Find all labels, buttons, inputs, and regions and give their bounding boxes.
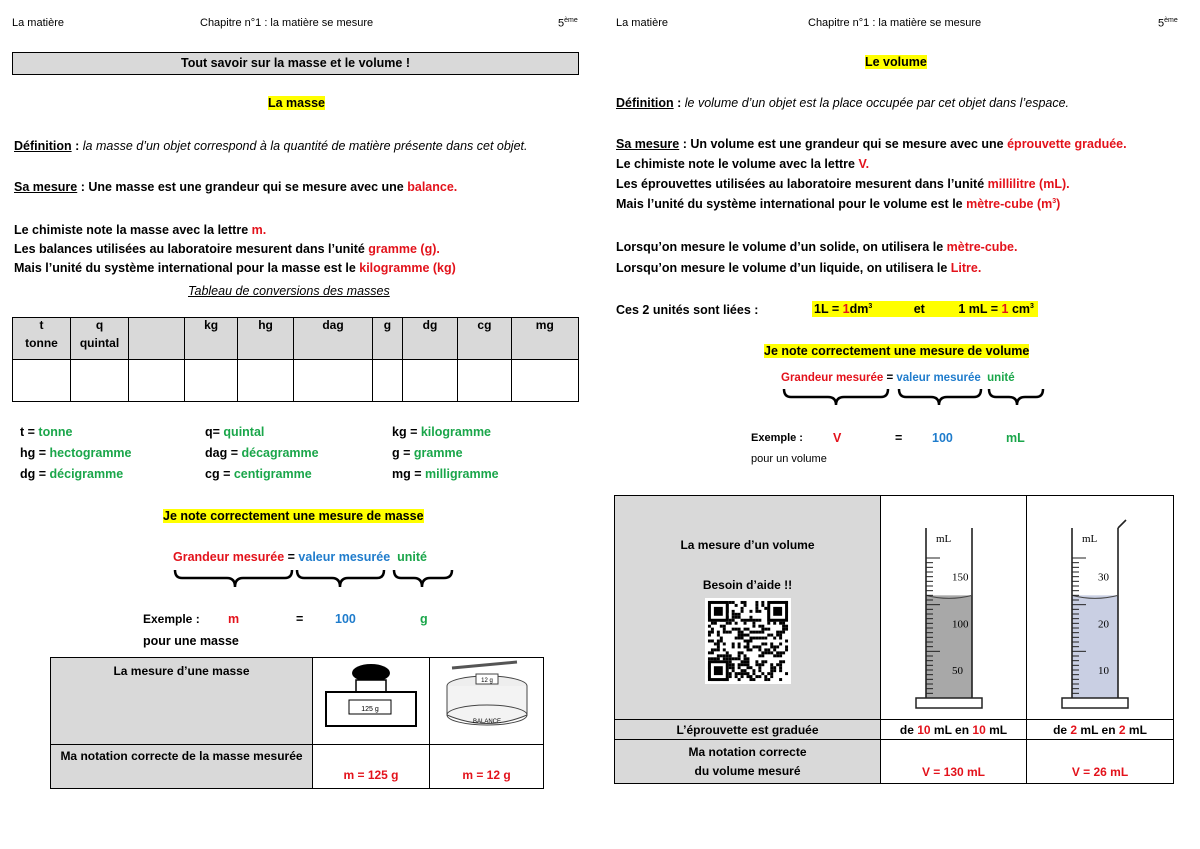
left-title: La masse: [268, 96, 325, 110]
conv-header-dag: dag: [293, 318, 372, 360]
balance-display: 12 g: [480, 677, 493, 684]
left-note-title: Je note correctement une mesure de masse: [163, 509, 424, 523]
conv-cell[interactable]: [129, 360, 185, 402]
mass-value-1: m = 125 g: [313, 745, 430, 789]
right-example-grandeur: V: [833, 431, 842, 445]
conv-header-hg: hg: [238, 318, 294, 360]
right-example-eq: =: [895, 431, 903, 445]
abbr-item: q= quintal: [205, 425, 265, 439]
right-example-label: Exemple :: [751, 432, 803, 444]
units-equation-box: [812, 301, 1038, 317]
units-label: Ces 2 unités sont liées :: [616, 303, 759, 317]
mass-measure-table: [50, 657, 544, 789]
abbr-item: dag = décagramme: [205, 446, 319, 460]
cylinder-tick-label: 150: [951, 571, 968, 584]
abbr-item: t = tonne: [20, 425, 73, 439]
right-liquid-note: Lorsqu’on mesure le volume d’un liquide, on utilisera le Litre.: [616, 261, 982, 275]
conv-cell[interactable]: [373, 360, 403, 402]
digital-scale-icon: [316, 660, 426, 740]
cylinder-unit: mL: [935, 533, 951, 545]
right-title: Le volume: [865, 55, 927, 69]
cylinder-1-cell: [881, 496, 1027, 720]
conversion-title: Tableau de conversions des masses: [188, 284, 390, 298]
graduated-cylinder-icon: [1030, 498, 1170, 716]
conv-cell[interactable]: [293, 360, 372, 402]
digital-scale-display: 125 g: [361, 705, 379, 713]
left-example-sub: pour une masse: [143, 634, 239, 648]
conv-cell[interactable]: [238, 360, 294, 402]
volume-value-2: V = 26 mL: [1027, 740, 1174, 784]
mass-notation-label: Ma notation correcte de la masse mesurée: [51, 745, 313, 789]
mass-value-2: m = 12 g: [430, 745, 544, 789]
conv-cell[interactable]: [402, 360, 458, 402]
right-note-letter: Le chimiste note le volume avec la lettre V.: [616, 157, 870, 171]
right-header-chapter: Chapitre n°1 : la matière se mesure: [808, 17, 982, 29]
left-header-level: 5ème: [558, 17, 578, 30]
cylinder-tick-label: 20: [1098, 618, 1109, 631]
right-note-si: Mais l’unité du système international pour le volume est le mètre-cube $(m^3)$: [616, 197, 1061, 211]
graduee-label: L’éprouvette est graduée: [615, 720, 881, 740]
conv-header-cg: cg: [458, 318, 511, 360]
conv-header-t: t tonne: [13, 318, 71, 360]
left-header-subject: La matière: [12, 17, 64, 29]
volume-table-row-label: [615, 496, 881, 720]
left-example-eq: =: [296, 612, 304, 626]
conv-header-kg: kg: [185, 318, 238, 360]
conv-header-q: q quintal: [71, 318, 129, 360]
volume-value-1: V = 130 mL: [881, 740, 1027, 784]
conv-cell[interactable]: [458, 360, 511, 402]
conv-cell[interactable]: [13, 360, 71, 402]
right-formula-braces: [781, 387, 1051, 415]
conv-header-dg: dg: [402, 318, 458, 360]
balance-cell: [430, 658, 544, 745]
right-formula: Grandeur mesurée = valeur mesurée unité: [781, 372, 1015, 384]
conv-header-g: g: [373, 318, 403, 360]
qr-code-icon[interactable]: [705, 598, 791, 684]
abbr-item: cg = centigramme: [205, 467, 312, 481]
left-banner: Tout savoir sur la masse et le volume !: [12, 52, 579, 75]
left-note-letter: Le chimiste note la masse avec la lettre m.: [14, 223, 267, 237]
right-solid-note: Lorsqu’on mesure le volume d’un solide, on utilisera le mètre-cube.: [616, 240, 1018, 254]
cylinder-tick-label: 50: [951, 665, 963, 677]
units-et: et: [913, 302, 925, 316]
conv-cell[interactable]: [511, 360, 578, 402]
units-eq2: 1 mL = 1 $cm^3$: [958, 302, 1034, 316]
conv-cell[interactable]: [71, 360, 129, 402]
left-note-unit: Les balances utilisées au laboratoire mesurent dans l’unité gramme (g).: [14, 242, 440, 256]
help-text: Besoin d’aide !!: [702, 578, 793, 592]
cylinder-unit: mL: [1082, 533, 1098, 545]
cylinder-tick-label: 30: [1098, 571, 1109, 584]
left-definition: Définition : la masse d’un objet correspond à la quantité de matière présente dans cet objet.: [14, 139, 528, 153]
balance-icon: [432, 660, 542, 740]
balance-label: BALANCE: [472, 718, 501, 725]
conv-header-mg: mg: [511, 318, 578, 360]
left-formula: Grandeur mesurée = valeur mesurée unité: [173, 550, 427, 564]
conv-cell[interactable]: [185, 360, 238, 402]
left-example-unit: g: [420, 612, 428, 626]
right-note-unit: Les éprouvettes utilisées au laboratoire mesurent dans l’unité millilitre (mL).: [616, 177, 1070, 191]
left-example-value: 100: [335, 612, 356, 626]
left-example-grandeur: m: [228, 612, 240, 626]
right-measure: Sa mesure : Un volume est une grandeur qui se mesure avec une éprouvette graduée.: [616, 137, 1127, 151]
graduated-cylinder-icon: [884, 498, 1024, 716]
digital-scale-cell: [313, 658, 430, 745]
right-example-sub: pour un volume: [751, 453, 827, 465]
cylinder-tick-label: 10: [1098, 665, 1109, 677]
conv-header-empty: [129, 318, 185, 360]
units-eq1: $1L = 1dm^3$: [814, 302, 873, 316]
conversion-table: [12, 317, 579, 402]
graduation-1: de 10 mL en 10 mL: [881, 720, 1027, 740]
left-example-label: Exemple :: [143, 612, 200, 626]
right-note-title: Je note correctement une mesure de volume: [764, 344, 1030, 358]
volume-table-title: La mesure d’un volume: [680, 538, 815, 552]
right-example-value: 100: [932, 431, 953, 445]
right-definition: Définition : le volume d’un objet est la place occupée par cet objet dans l’espace.: [616, 96, 1070, 110]
right-header-subject: La matière: [616, 17, 668, 29]
left-measure: Sa mesure : Une masse est une grandeur qui se mesure avec une balance.: [14, 180, 458, 194]
volume-measure-table: [614, 495, 1174, 784]
right-header-level: 5ème: [1158, 17, 1178, 30]
abbr-item: kg = kilogramme: [392, 425, 492, 439]
left-formula-braces: [172, 567, 462, 597]
left-header-chapter: Chapitre n°1 : la matière se mesure: [200, 17, 374, 29]
left-note-si: Mais l’unité du système international pour la masse est le kilogramme (kg): [14, 261, 456, 275]
cylinder-2-cell: [1027, 496, 1174, 720]
graduation-2: de 2 mL en 2 mL: [1027, 720, 1174, 740]
mass-table-row-label: La mesure d’une masse: [51, 658, 313, 745]
cylinder-tick-label: 100: [951, 618, 968, 631]
abbr-item: g = gramme: [392, 446, 463, 460]
abbr-item: mg = milligramme: [392, 467, 499, 481]
right-example-unit: mL: [1006, 431, 1025, 445]
volume-notation-label: Ma notation correcte du volume mesuré: [615, 740, 881, 784]
abbr-item: hg = hectogramme: [20, 446, 132, 460]
abbr-item: dg = décigramme: [20, 467, 124, 481]
